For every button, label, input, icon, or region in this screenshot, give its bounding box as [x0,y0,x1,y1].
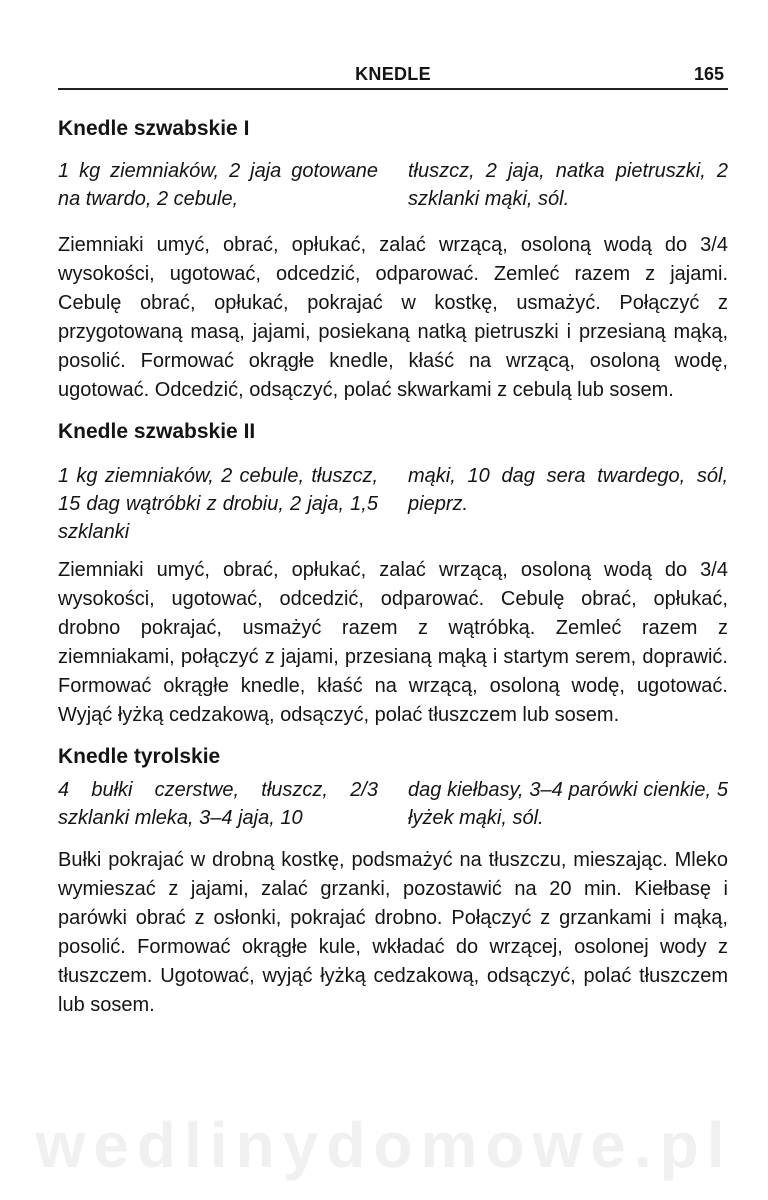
ingredients-column-left: 1 kg ziemniaków, 2 cebule, tłuszcz, 15 dag wątróbki z drobiu, 2 jaja, 1,5 szklanki [58,465,378,544]
ingredients-column-right: dag kiełbasy, 3–4 parówki cienkie, 5 łyżek mąki, sól. [408,778,728,829]
ingredients-column-left: 4 bułki czerstwe, tłuszcz, 2/3 szklanki mleka, 3–4 jaja, 10 [58,778,378,829]
recipe-title: Knedle szwabskie II [58,420,256,444]
book-page [58,60,728,1020]
page-header [58,60,728,90]
ingredients-list [58,157,728,213]
ingredients-list [58,776,728,832]
watermark: wedlinydomowe.pl [35,1109,733,1181]
page-number: 165 [693,64,724,84]
ingredients-column-left: 1 kg ziemniaków, 2 jaja gotowane na twardo, 2 cebule, [58,160,378,211]
ingredients-column-right: mąki, 10 dag sera twardego, sól, pieprz. [408,465,728,516]
recipe-knedle-tyrolskie [58,744,728,1019]
ingredients-column-right: tłuszcz, 2 jaja, natka pietruszki, 2 szklanki mąki, sól. [408,160,728,211]
recipe-instructions: Bułki pokrajać w drobną kostkę, podsmażyć na tłuszczu, mieszając. Mleko wymieszać z jajami, zalać grzanki, pozostawić na 20 min. Kiełbasę i parówki obrać z osłonki, pokrajać drobno. Połączyć z grzankami i mąką, posolić. Formować okrągłe kule, wkładać do wrzącej, osolonej wody z tłuszczem. Ugotować, wyjąć łyżką cedzakową, odsączyć, polać tłuszczem lub sosem. [58,848,728,1016]
recipe-instructions: Ziemniaki umyć, obrać, opłukać, zalać wrzącą, osoloną wodą do 3/4 wysokości, ugotować, odcedzić, odparować. Cebulę obrać, opłukać, drobno pokrajać, usmażyć razem z wątróbką. Zemleć razem z ziemniakami, połączyć z jajami, przesianą mąką i startym serem, doprawić. Formować okrągłe knedle, kłaść na wrzącą, osoloną wodę, ugotować. Wyjąć łyżką cedzakową, odsączyć, polać tłuszczem lub sosem. [58,559,728,727]
recipe-title: Knedle tyrolskie [58,745,221,769]
recipe-knedle-szwabskie-1 [58,116,728,405]
running-title: KNEDLE [355,64,431,84]
recipe-title: Knedle szwabskie I [58,117,250,140]
recipe-knedle-szwabskie-2 [58,419,728,730]
recipe-instructions: Ziemniaki umyć, obrać, opłukać, zalać wrzącą, osoloną wodą do 3/4 wysokości, ugotować, odcedzić, odparować. Zemleć razem z jajami. Cebulę obrać, opłukać, pokrajać w kostkę, usmażyć. Połączyć z przygotowaną masą, jajami, posiekaną natką pietruszki i przesianą mąką, posolić. Formować okrągłe knedle, kłaść na wrzącą, osoloną wodę, ugotować. Odcedzić, odsączyć, polać skwarkami z cebulą lub sosem. [58,234,728,402]
ingredients-list [58,462,728,546]
